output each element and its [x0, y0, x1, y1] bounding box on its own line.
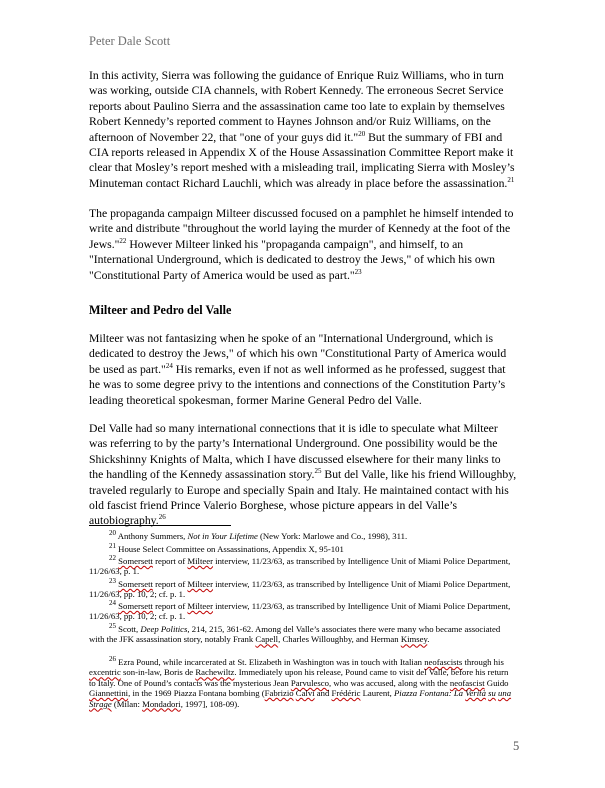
paragraph-2: The propaganda campaign Milteer discussed focused on a pamphlet he himself intended to write and distribute "throughout the world laying the murder of Kennedy at the foot of the Jews."$^{22}$ However Milteer linked his "propaganda campaign", and himself, to an "International Underground, which is dedicated to destroy the Jews," of which his own "Constitutional Party of America would be used as part."$^{23}$: [89, 207, 514, 282]
footnote-24: $^{24}$ Somersett report of Milteer interview, 11/23/63, as transcribed by Intelligence Unit of Miami Police Department, 11/26/63, pp. 10, 2; cf. p. 1.: [89, 599, 511, 622]
paragraph-4: Del Valle had so many international connections that it is idle to speculate what Milteer was referring to by the party’s International Underground. One possibility would be the Shickshinny Knights of Malta, which I have discussed elsewhere for their many links to the handling of the Kennedy assassination story.$^{25}$ But del Valle, like his friend Willoughby, traveled regularly to Europe and specially Spain and Italy. He maintained contact with his old fascist friend Prince Valerio Borghese, whose picture appears in del Valle’s autobiography.$^{26}$: [89, 422, 517, 528]
footnote-separator: [89, 525, 231, 526]
footnote-25: $^{25}$ Scott, Deep Politics, 214, 215, 361-62. Among del Valle’s associates there were many who became associated with the JFK assassination story, notably Frank Capell, Charles Willoughby, and Herman Kimsey.: [89, 622, 501, 645]
running-header: Peter Dale Scott: [89, 34, 171, 48]
footnote-ref-25[interactable]: 25: [314, 467, 322, 476]
section-heading: Milteer and Pedro del Valle: [89, 303, 232, 317]
paragraph-3: Milteer was not fantasizing when he spoke of an "International Underground, which is dedicated to destroy the Jews," of which his own "Constitutional Party of America would be used as part."$^{24}$ His remarks, even if not as well informed as he professed, suggest that he was to some degree privy to the intentions and connections of the Constitution Party’s leading theoretical spokesman, former Marine General Pedro del Valle.: [89, 332, 507, 407]
footnote-ref-20[interactable]: 20: [358, 129, 366, 138]
footnote-ref-22[interactable]: 22: [119, 236, 127, 245]
footnote-20: $^{20}$ Anthony Summers, Not in Your Lifetime (New York: Marlowe and Co., 1998), 311.: [109, 529, 408, 541]
footnote-23: $^{23}$ Somersett report of Milteer interview, 11/23/63, as transcribed by Intelligence Unit of Miami Police Department, 11/26/63, pp. 10, 2; cf. p. 1.: [89, 577, 511, 600]
paragraph-1: In this activity, Sierra was following the guidance of Enrique Ruiz Williams, who in turn was working, outside CIA channels, with Robert Kennedy. The erroneous Secret Service reports about Paulino Sierra and the assassination came too late to explain by themselves Robert Kennedy’s reported comment to Haynes Johnson and/or Ruiz Williams, on the afternoon of November 22, that "one of your guys did it."$^{20}$ But the summary of FBI and CIA reports released in Appendix X of the House Assassination Committee Report make it clear that Mosley’s report meshed with a misleading trail, implicating Sierra with Mosley’s Minuteman contact Richard Lauchli, which was already in place before the assassination.$^{21}$: [89, 69, 515, 190]
footnote-26: $^{26}$ Ezra Pound, while incarcerated at St. Elizabeth in Washington was in touch with Italian neofascists through his excentric son-in-law, Boris de Rachewiltz. Immediately upon his release, Pound came to visit del Valle, before his return to Italy. One of Pound’s contacts was the mysterious Jean Parvulesco, who was accused, along with the neofascist Guido Giannettini, in the 1969 Piazza Fontana bombing (Fabrizio Calvi and Frédéric Laurent, Piazza Fontana: La Verità su una Strage (Milan: Mondadori, 1997], 108-09).: [89, 655, 512, 709]
footnote-ref-24[interactable]: 24: [165, 361, 173, 370]
footnote-ref-23[interactable]: 23: [354, 267, 362, 276]
footnote-21: $^{21}$ House Select Committee on Assassinations, Appendix X, 95-101: [109, 542, 344, 554]
footnote-22: $^{22}$ Somersett report of Milteer interview, 11/23/63, as transcribed by Intelligence Unit of Miami Police Department, 11/26/63, p. 1.: [89, 554, 511, 577]
page-number: 5: [513, 739, 520, 753]
footnote-ref-26[interactable]: 26: [158, 513, 166, 522]
footnote-ref-21[interactable]: 21: [507, 175, 515, 184]
